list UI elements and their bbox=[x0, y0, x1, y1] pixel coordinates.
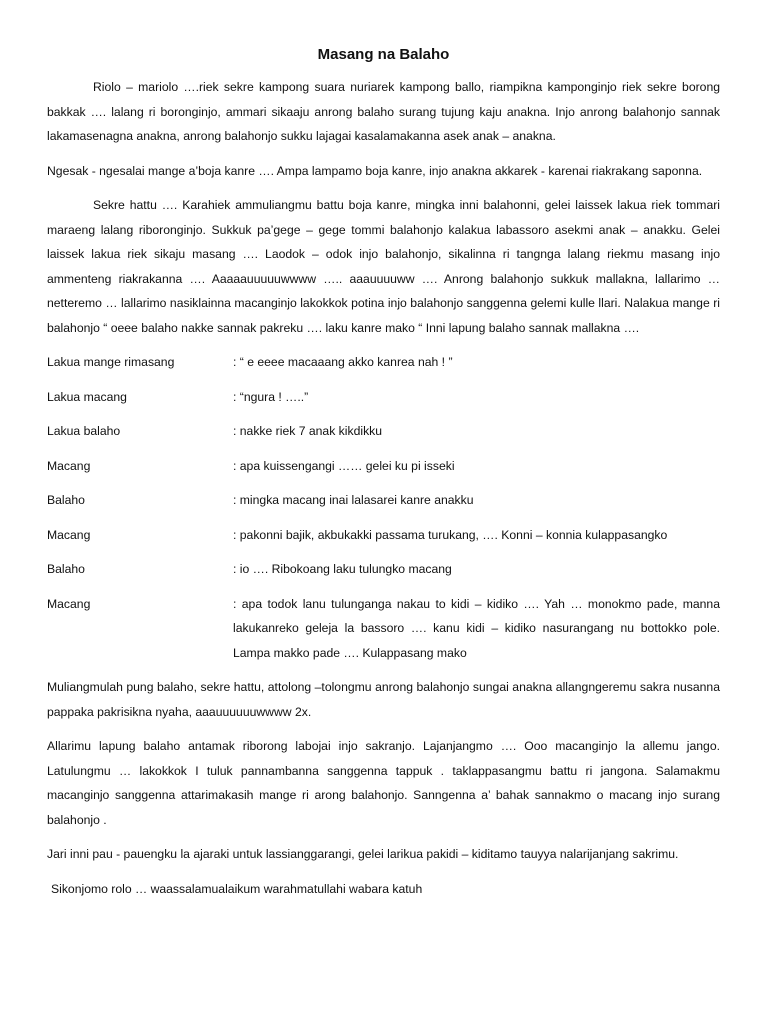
dialogue-text: : apa kuissengangi …… gelei ku pi isseki bbox=[233, 458, 455, 473]
dialogue-speaker: Lakua mange rimasang bbox=[47, 355, 175, 369]
dialogue-line bbox=[47, 523, 720, 548]
closing-line: Sikonjomo rolo … waassalamualaikum warahmatullahi wabara katuh bbox=[51, 881, 423, 896]
dialogue-line bbox=[47, 592, 720, 666]
paragraph-muliang: Muliangmulah pung balaho, sekre hattu, attolong –tolongmu anrong balahonjo sungai anakna allangngeremu sakra nusanna pappaka pakrisikna nyaha, aaauuuuuuwwww 2x. bbox=[47, 680, 720, 719]
document-page bbox=[47, 44, 720, 911]
dialogue-line bbox=[47, 419, 720, 444]
paragraph-sekre-hattu: Sekre hattu …. Karahiek ammuliangmu battu boja kanre, mingka inni balahonni, gelei laissek lakua riek tommari maraeng lalang riboronginjo. Sukkuk pa’gege – gege tommi balahonjo kalakua labassoro asekmi anak – anakku. Gelei laissek lakua riek sikaju masang …. Laodok – odok injo balahonjo, sikalinna ri tangnga lalang riekmu masang injo ammenteng riakrakanna …. Aaaaauuuuuwwww ….. aaauuuuww …. Anrong balahonjo sukkuk mallakna, lallarimo … netteremo … lallarimo nasiklainna macanginjo lakokkok potina injo balahonjo sanggenna gelemi kulle llari. Nalakua mange ri balahonjo “ oeee balaho nakke sannak pakreku …. laku kanre mako “ Inni lapung balaho sannak mallakna …. bbox=[47, 198, 720, 335]
dialogue-text: : pakonni bajik, akbukakki passama turukang, …. Konni – konnia kulappasangko bbox=[233, 527, 668, 542]
paragraph-allarimu: Allarimu lapung balaho antamak riborong labojai injo sakranjo. Lajanjangmo …. Ooo macanginjo la allemu jango. Latulungmu … lakokkok I tuluk pannambanna sanggenna tappuk . taklappasangmu battu ri jangona. Salamakmu macanginjo sanggenna attarimakasih mange ri arong balahonjo. Sanngenna a’ bahak sannakmo o macang injo surang balahonjo . bbox=[47, 739, 720, 827]
dialogue-text: : io …. Ribokoang laku tulungko macang bbox=[233, 562, 452, 576]
dialogue-text: : nakke riek 7 anak kikdikku bbox=[233, 424, 383, 438]
paragraph-ngesak: Ngesak - ngesalai mange a’boja kanre …. Ampa lampamo boja kanre, injo anakna akkarek - karenai riakrakang saponna. bbox=[47, 163, 703, 178]
dialogue-speaker: Macang bbox=[47, 458, 91, 473]
dialogue-speaker: Lakua balaho bbox=[47, 424, 121, 438]
dialogue-speaker: Balaho bbox=[47, 562, 85, 576]
document-title: Masang na Balaho bbox=[317, 46, 450, 63]
dialogue-line bbox=[47, 385, 720, 410]
dialogue-line bbox=[47, 557, 720, 582]
dialogue-text: : “ngura ! …..” bbox=[233, 389, 309, 404]
dialogue-speaker: Macang bbox=[47, 596, 91, 611]
dialogue-speaker: Lakua macang bbox=[47, 389, 127, 404]
dialogue-speaker: Balaho bbox=[47, 493, 85, 507]
dialogue-text: : apa todok lanu tulunganga nakau to kidi – kidiko …. Yah … monokmo pade, manna lakukanreko geleja la bassoro …. kanu kidi – kidiko nasurangang nu bottokko pole. Lampa makko pade …. Kulappasang mako bbox=[233, 596, 720, 660]
dialogue-line bbox=[47, 488, 720, 513]
paragraph-moral: Jari inni pau - pauengku la ajaraki untuk lassianggarangi, gelei larikua pakidi – kiditamo tauyya nalarijanjang sakrimu. bbox=[47, 847, 679, 861]
paragraph-intro: Riolo – mariolo ….riek sekre kampong suara nuriarek kampong ballo, riampikna kamponginjo riek sekre borong bakkak …. lalang ri boronginjo, ammari sikaaju anrong balaho surang tujung kaju anakna. Injo anrong balahonjo sannak lakamasenagna anakna, anrong balahonjo sukku lajagai kasalamakanna asek anak – anakna. bbox=[47, 80, 720, 143]
dialogue-line bbox=[47, 350, 720, 375]
dialogue-text: : “ e eeee macaaang akko kanrea nah ! ” bbox=[233, 355, 453, 369]
dialogue-text: : mingka macang inai lalasarei kanre anakku bbox=[233, 493, 474, 507]
dialogue-line bbox=[47, 454, 720, 479]
dialogue-speaker: Macang bbox=[47, 527, 91, 542]
